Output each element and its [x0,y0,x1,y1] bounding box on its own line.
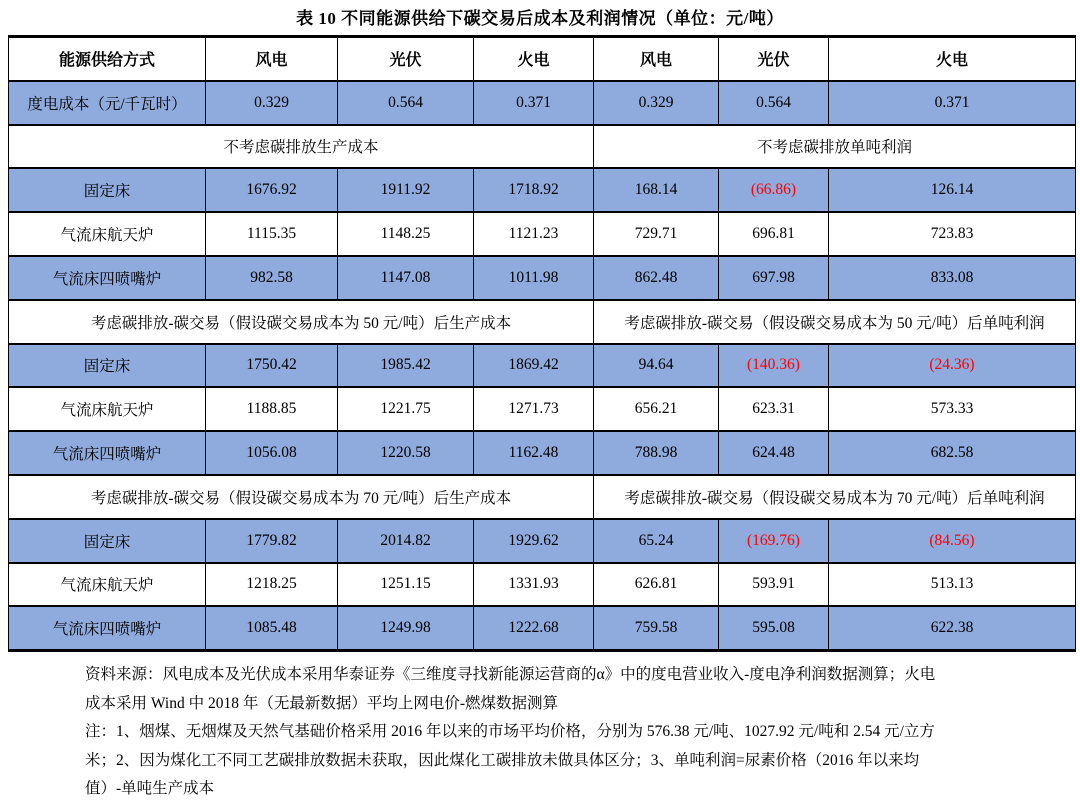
table-row-fixed-bed [9,344,1076,388]
value-cell: 593.91 [719,563,829,607]
value-cell: 1188.85 [206,387,338,431]
row-label-cell: 气流床四喷嘴炉 [9,431,206,475]
row-label-cell: 气流床航天炉 [9,212,206,256]
value-cell: 1676.92 [206,168,338,212]
row-label-cell: 固定床 [9,344,206,388]
value-cell: 0.564 [338,81,474,125]
row-label-cell: 气流床航天炉 [9,387,206,431]
remark-note-line: 米；2、因为煤化工不同工艺碳排放数据未获取，因此煤化工碳排放未做具体区分；3、单吨利润=尿素价格（2016 年以来均 [85,751,920,769]
value-cell: 1249.98 [338,606,474,650]
table-row-entrained-flow-htl [9,212,1076,256]
value-cell: 1218.25 [206,563,338,607]
carbon-trading-cost-profit-table [8,35,1076,652]
value-cell: 0.564 [719,81,829,125]
table-row-fixed-bed [9,519,1076,563]
table-row-entrained-flow-htl [9,387,1076,431]
table-row-entrained-flow-htl [9,563,1076,607]
value-cell: 573.33 [829,387,1076,431]
electricity-cost-row [9,81,1076,125]
value-cell: 1271.73 [474,387,594,431]
value-cell: 513.13 [829,563,1076,607]
value-cell: 1121.23 [474,212,594,256]
value-cell: 168.14 [594,168,719,212]
section-header-row-no-carbon [9,125,1076,169]
column-header-solar-2: 光伏 [719,37,829,81]
column-header-energy-supply: 能源供给方式 [9,37,206,81]
section-left-title: 考虑碳排放-碳交易（假设碳交易成本为 50 元/吨）后生产成本 [9,300,594,344]
value-cell: 656.21 [594,387,719,431]
value-cell: 0.371 [829,81,1076,125]
value-cell: 0.371 [474,81,594,125]
value-cell: 1869.42 [474,344,594,388]
value-cell: 1162.48 [474,431,594,475]
row-label-cell: 气流床四喷嘴炉 [9,256,206,300]
value-cell: 0.329 [206,81,338,125]
value-cell: 623.31 [719,387,829,431]
value-cell: 1929.62 [474,519,594,563]
value-cell: 1331.93 [474,563,594,607]
table-row-four-nozzle [9,431,1076,475]
source-note-line: 资料来源：风电成本及光伏成本采用华泰证券《三维度寻找新能源运营商的α》中的度电营业收入-度电净利润数据测算；火电 [85,666,936,684]
remark-note-line: 注：1、烟煤、无烟煤及天然气基础价格采用 2016 年以来的市场平均价格，分别为 576.38 元/吨、1027.92 元/吨和 2.54 元/立方 [85,723,935,741]
value-cell: 1251.15 [338,563,474,607]
value-cell: 622.38 [829,606,1076,650]
table-header-row [9,37,1076,81]
value-cell: 788.98 [594,431,719,475]
section-header-row-carbon-50 [9,300,1076,344]
value-cell-negative: (140.36) [719,344,829,388]
value-cell: 833.08 [829,256,1076,300]
value-cell-negative: (66.86) [719,168,829,212]
value-cell: 1222.68 [474,606,594,650]
value-cell: 1148.25 [338,212,474,256]
value-cell: 126.14 [829,168,1076,212]
value-cell: 697.98 [719,256,829,300]
value-cell: 1147.08 [338,256,474,300]
value-cell: 862.48 [594,256,719,300]
row-label-cell: 度电成本（元/千瓦时） [9,81,206,125]
value-cell: 696.81 [719,212,829,256]
value-cell-negative: (169.76) [719,519,829,563]
value-cell: 1718.92 [474,168,594,212]
value-cell: 1220.58 [338,431,474,475]
value-cell: 624.48 [719,431,829,475]
column-header-solar: 光伏 [338,37,474,81]
value-cell: 1750.42 [206,344,338,388]
footnotes-block [85,661,1062,804]
row-label-cell: 气流床四喷嘴炉 [9,606,206,650]
column-header-wind-2: 风电 [594,37,719,81]
value-cell: 1779.82 [206,519,338,563]
section-left-title: 不考虑碳排放生产成本 [9,125,594,169]
section-right-title: 不考虑碳排放单吨利润 [594,125,1076,169]
section-right-title: 考虑碳排放-碳交易（假设碳交易成本为 50 元/吨）后单吨利润 [594,300,1076,344]
table-title: 表 10 不同能源供给下碳交易后成本及利润情况（单位：元/吨） [296,9,784,28]
value-cell: 729.71 [594,212,719,256]
value-cell: 723.83 [829,212,1076,256]
value-cell: 1985.42 [338,344,474,388]
section-left-title: 考虑碳排放-碳交易（假设碳交易成本为 70 元/吨）后生产成本 [9,475,594,519]
column-header-thermal-2: 火电 [829,37,1076,81]
value-cell: 595.08 [719,606,829,650]
section-header-row-carbon-70 [9,475,1076,519]
row-label-cell: 气流床航天炉 [9,563,206,607]
source-note-line: 成本采用 Wind 中 2018 年（无最新数据）平均上网电价-燃煤数据测算 [85,694,558,712]
value-cell: 1011.98 [474,256,594,300]
value-cell: 1056.08 [206,431,338,475]
row-label-cell: 固定床 [9,168,206,212]
value-cell: 2014.82 [338,519,474,563]
value-cell: 626.81 [594,563,719,607]
table-row-four-nozzle [9,256,1076,300]
value-cell: 1911.92 [338,168,474,212]
section-right-title: 考虑碳排放-碳交易（假设碳交易成本为 70 元/吨）后单吨利润 [594,475,1076,519]
column-header-wind: 风电 [206,37,338,81]
value-cell: 682.58 [829,431,1076,475]
value-cell-negative: (84.56) [829,519,1076,563]
value-cell: 65.24 [594,519,719,563]
table-row-fixed-bed [9,168,1076,212]
value-cell-negative: (24.36) [829,344,1076,388]
value-cell: 759.58 [594,606,719,650]
value-cell: 1221.75 [338,387,474,431]
value-cell: 0.329 [594,81,719,125]
row-label-cell: 固定床 [9,519,206,563]
table-row-four-nozzle [9,606,1076,650]
remark-note-line: 值）-单吨生产成本 [85,780,215,798]
value-cell: 94.64 [594,344,719,388]
value-cell: 982.58 [206,256,338,300]
value-cell: 1115.35 [206,212,338,256]
value-cell: 1085.48 [206,606,338,650]
column-header-thermal: 火电 [474,37,594,81]
